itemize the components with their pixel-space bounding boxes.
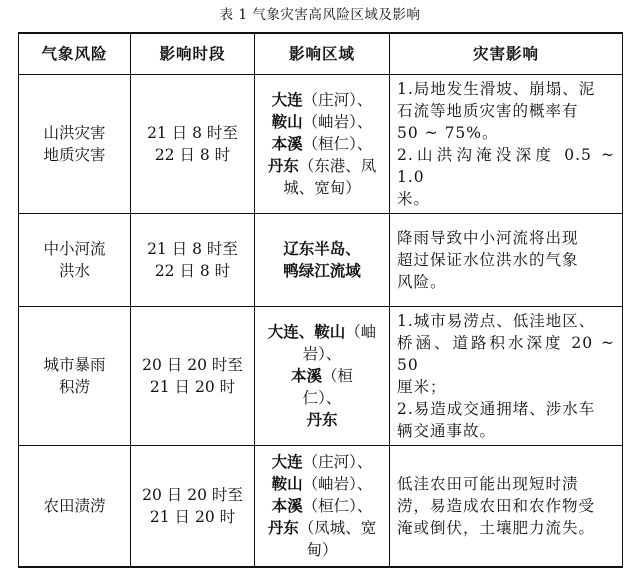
area-city: 大连 [271,453,303,471]
area-detail: （庄河）、 [302,91,373,109]
time-line: 20 日 20 时至 [142,486,243,504]
header-risk: 气象风险 [19,33,131,75]
header-area: 影响区域 [255,33,390,75]
table-caption: 表 1 气象灾害高风险区域及影响 [219,7,421,23]
area-line [262,260,382,282]
area-city: 鞍山 [271,113,303,131]
impact-line: 米。 [397,190,431,208]
area-city: 大连 [271,91,303,109]
area-line [262,177,382,199]
area-detail: （桓仁）、 [302,135,373,153]
area-detail: （庄河）、 [302,453,373,471]
area-line [262,111,382,133]
cell-impact [390,75,623,214]
time-line: 21 日 8 时至 [147,240,238,258]
cell-time [131,307,255,446]
area-detail: 城、宽甸） [283,179,361,197]
cell-time [131,75,255,214]
cell-area [255,307,390,446]
impact-line: 涝，易造成农田和农作物受 [397,497,596,515]
time-line: 21 日 8 时至 [147,124,238,142]
area-line [262,343,382,365]
area-detail: （桓仁）、 [302,497,373,515]
impact-line: 石流等地质灾害的概率有 [397,102,579,120]
area-detail: （岫岩）、 [302,113,373,131]
area-city: 大连、鞍山 [267,323,346,341]
table-row [19,307,623,446]
cell-area [255,75,390,214]
area-line [262,539,382,561]
risk-line: 农田渍涝 [43,497,106,515]
area-line [262,517,382,539]
table-row [19,446,623,568]
impact-line: 低洼农田可能出现短时渍 [397,475,579,493]
risk-line: 地质灾害 [43,146,106,164]
header-time: 影响时段 [131,33,255,75]
impact-line: 降雨导致中小河流将出现 [397,229,579,247]
impact-line: 50 ~ 75%。 [397,124,499,142]
impact-line: 桥涵、道路积水深度 20 ~ 50 [397,334,615,374]
area-city: 本溪 [271,135,303,153]
area-line [262,387,382,409]
risk-table [18,32,623,568]
area-detail: （岫岩）、 [302,475,373,493]
area-city: 鸭绿江流域 [283,262,361,280]
impact-line: 2.易造成交通拥堵、涉水车 [397,400,596,418]
cell-risk [19,214,131,307]
area-detail: 仁）、 [302,389,342,407]
area-city: 鞍山 [271,475,303,493]
area-city: 本溪 [271,497,303,515]
risk-line: 积涝 [58,378,90,396]
impact-line: 辆交通事故。 [397,422,497,440]
area-line [262,495,382,517]
cell-time [131,214,255,307]
time-line: 22 日 8 时 [154,262,231,280]
impact-line: 1.局地发生滑坡、崩塌、泥 [397,80,596,98]
risk-line: 中小河流 [43,240,106,258]
impact-line: 厘米； [397,378,447,396]
risk-line: 洪水 [58,262,90,280]
area-detail: （岫 [345,323,377,341]
area-line [262,473,382,495]
cell-impact [390,307,623,446]
table-row [19,214,623,307]
cell-time [131,446,255,568]
area-line [262,409,382,431]
impact-line: 超过保证水位洪水的气象 [397,251,579,269]
risk-line: 城市暴雨 [43,356,106,374]
impact-line: 淹或倒伏，土壤肥力流失。 [397,519,596,537]
area-detail: 甸） [306,541,338,559]
area-line [262,451,382,473]
cell-risk [19,75,131,214]
cell-area [255,214,390,307]
cell-impact [390,446,623,568]
area-detail: （东港、凤 [298,157,377,175]
area-city: 丹东 [267,519,299,537]
impact-line: 2.山洪沟淹没深度 0.5 ~ 1.0 [397,146,615,186]
cell-impact [390,214,623,307]
header-impact: 灾害影响 [390,33,623,75]
table-header-row [19,33,623,75]
time-line: 20 日 20 时至 [142,356,243,374]
area-line [262,238,382,260]
impact-line: 风险。 [397,273,447,291]
area-line [262,133,382,155]
cell-area [255,446,390,568]
time-line: 21 日 20 时 [149,378,236,396]
area-line [262,321,382,343]
area-detail: （桓 [322,367,354,385]
area-city: 丹东 [267,157,299,175]
area-line [262,155,382,177]
cell-risk [19,446,131,568]
area-detail: （凤城、宽 [298,519,377,537]
area-city: 辽东半岛、 [283,240,361,258]
area-detail: 岩）、 [302,345,342,363]
area-line [262,365,382,387]
time-line: 21 日 20 时 [149,508,236,526]
cell-risk [19,307,131,446]
time-line: 22 日 8 时 [154,146,231,164]
risk-line: 山洪灾害 [43,124,106,142]
table-row [19,75,623,214]
area-city: 丹东 [306,411,338,429]
area-line [262,89,382,111]
impact-line: 1.城市易涝点、低洼地区、 [397,312,596,330]
area-city: 本溪 [290,367,322,385]
